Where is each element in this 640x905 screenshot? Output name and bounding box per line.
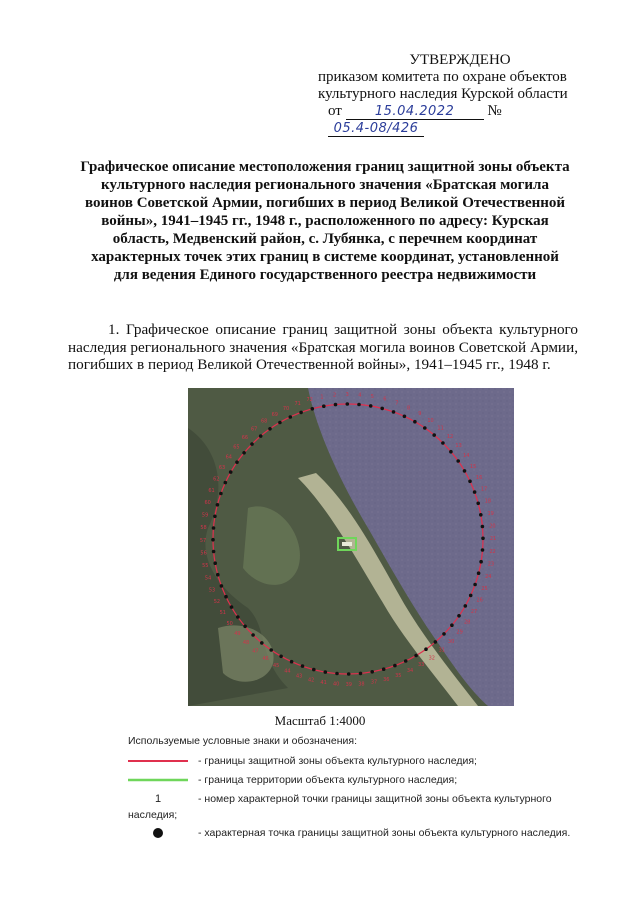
boundary-point	[322, 404, 326, 408]
boundary-point	[464, 604, 468, 608]
legend-text-zone-boundary: - границы защитной зоны объекта культурного наследия;	[198, 755, 477, 767]
point-number-label: 43	[296, 673, 303, 680]
point-number-label: 72	[306, 397, 313, 404]
paragraph-text: 1. Графическое описание границ защитной зоны объекта культурного наследия регионального значения «Братская могила воинов Советской Армии, погибших в период Великой Отечественной войны», 1941–1945 гг., 1948 г.	[68, 321, 578, 373]
point-number-label: 67	[251, 426, 258, 433]
point-number-label: 54	[204, 575, 212, 582]
boundary-point	[268, 427, 272, 431]
point-number-label: 38	[358, 681, 365, 688]
point-number-label: 33	[418, 662, 425, 669]
approval-block	[300, 52, 600, 136]
boundary-point	[213, 561, 217, 565]
boundary-point	[299, 411, 303, 415]
point-number-label: 66	[241, 435, 249, 441]
point-number-label: 22	[489, 548, 496, 555]
point-number-label: 63	[218, 465, 226, 472]
point-number-label: 17	[480, 486, 488, 493]
point-number-label: 44	[284, 668, 291, 675]
boundary-point	[301, 664, 305, 668]
boundary-point	[347, 672, 351, 676]
point-number-label: 49	[234, 630, 241, 637]
boundary-point	[224, 595, 228, 599]
point-number-label: 16	[475, 475, 483, 481]
boundary-point	[476, 502, 480, 506]
boundary-point	[432, 433, 436, 437]
number-symbol: 1	[154, 793, 162, 805]
point-number-label: 61	[208, 488, 215, 495]
boundary-point	[456, 459, 460, 463]
point-number-label: 11	[437, 425, 444, 432]
satellite-map	[188, 388, 514, 706]
approval-number	[328, 121, 424, 137]
boundary-point	[481, 525, 485, 529]
point-number-label: 58	[200, 525, 207, 532]
boundary-point	[473, 583, 477, 587]
boundary-point	[481, 537, 485, 541]
boundary-point	[392, 410, 396, 414]
point-number-label: 69	[271, 411, 278, 418]
point-number-label: 68	[261, 418, 268, 425]
point-number-label: 23	[487, 561, 495, 568]
legend-text-point-number-cont: наследия;	[128, 809, 178, 821]
approval-date	[346, 104, 484, 120]
boundary-point	[324, 670, 328, 674]
boundary-point	[393, 664, 397, 668]
boundary-point	[424, 647, 428, 651]
boundary-point	[449, 450, 453, 454]
point-number-label: 42	[308, 677, 315, 684]
handwritten-date: 15.04.2022	[374, 104, 455, 119]
boundary-point	[290, 660, 294, 664]
boundary-point	[404, 659, 408, 663]
point-number-label: 20	[489, 523, 496, 530]
approved-line-2: культурного наследия Курской области	[318, 86, 568, 102]
point-number-label: 57	[199, 537, 207, 544]
point-number-label: 56	[200, 550, 207, 557]
boundary-point	[211, 538, 215, 542]
point-number-label: 70	[282, 405, 290, 412]
boundary-point	[479, 513, 483, 517]
document-title: Графическое описание местоположения границ защитной зоны объекта культурного наследия регионального значения «Братская могила воинов Советской Армии, погибших в период Великой Отечественной войны», 1941–1945 гг., 1948 г., расположенного по адресу: Курская область, Медвенский район, с. Лубянка, с перечнем координат характерных точек этих границ в системе координат, установленной для ведения Единого государственного реестра недвижимости	[80, 159, 570, 283]
boundary-point	[236, 615, 240, 619]
map-svg	[188, 388, 514, 706]
boundary-point	[219, 492, 223, 496]
point-number-label: 27	[470, 608, 478, 615]
boundary-point	[469, 594, 473, 598]
boundary-point	[369, 404, 373, 408]
boundary-point	[260, 641, 264, 645]
black-dot-icon	[128, 826, 188, 840]
boundary-point	[250, 442, 254, 446]
legend-text-point: - характерная точка границы защитной зоны объекта культурного наследия.	[198, 827, 571, 839]
legend-text-territory-boundary: - граница территории объекта культурного наследия;	[198, 774, 458, 786]
point-number-label: 34	[406, 668, 414, 675]
point-number-label: 55	[202, 563, 209, 569]
boundary-point	[230, 605, 234, 609]
point-number-label: 1	[320, 394, 324, 401]
boundary-point	[479, 560, 483, 564]
point-number-label: 15	[470, 463, 477, 470]
point-number-label: 60	[204, 500, 211, 507]
legend	[128, 734, 588, 845]
boundary-point	[311, 407, 315, 411]
point-number-label: 4	[358, 392, 362, 399]
boundary-point	[442, 632, 446, 636]
handwritten-number: 05.4-08/426	[333, 121, 419, 136]
point-number-label: 30	[447, 639, 455, 645]
boundary-point	[335, 672, 339, 676]
boundary-point	[289, 415, 293, 419]
boundary-point	[380, 407, 384, 411]
boundary-point	[382, 667, 386, 671]
boundary-point	[423, 426, 427, 430]
boundary-point	[457, 614, 461, 618]
point-number-label: 47	[252, 648, 259, 655]
point-number-label: 48	[242, 640, 250, 647]
legend-text-point-number: - номер характерной точки границы защитной зоны объекта культурного	[198, 793, 552, 805]
point-number-label: 25	[481, 585, 488, 592]
legend-item-point	[128, 826, 588, 845]
boundary-point	[473, 490, 477, 494]
boundary-point	[220, 584, 224, 588]
boundary-point	[413, 420, 417, 424]
boundary-point	[212, 550, 216, 554]
point-number-label: 21	[489, 536, 497, 543]
point-number-label: 51	[219, 610, 226, 617]
scale-label: Масштаб 1:4000	[274, 713, 366, 728]
point-number-label: 35	[395, 673, 402, 679]
boundary-point	[346, 402, 350, 406]
point-number-label: 31	[438, 647, 445, 654]
boundary-point	[216, 503, 220, 507]
point-number-label: 39	[345, 682, 352, 688]
point-number-label: 71	[294, 401, 301, 407]
boundary-point	[243, 625, 247, 629]
number-label: №	[487, 103, 502, 119]
point-number-label: 59	[201, 512, 209, 519]
boundary-point	[235, 460, 239, 464]
point-number-label: 36	[383, 676, 390, 683]
point-number-label: 14	[463, 453, 470, 460]
point-number-label: 6	[383, 396, 387, 403]
point-number-label: 9	[418, 411, 422, 417]
from-label: от	[328, 103, 342, 119]
point-number-label: 2	[333, 392, 337, 399]
boundary-point	[269, 648, 273, 652]
approved-line-1: приказом комитета по охране объектов	[318, 69, 567, 85]
boundary-point	[357, 403, 361, 407]
red-line-icon	[128, 754, 188, 768]
boundary-point	[359, 672, 363, 676]
point-number-label: 37	[370, 679, 378, 686]
point-number-label: 62	[213, 476, 220, 483]
legend-heading: Используемые условные знаки и обозначения:	[128, 735, 358, 747]
boundary-point	[414, 654, 418, 658]
monument	[342, 542, 352, 546]
boundary-point	[251, 633, 255, 637]
boundary-point	[403, 415, 407, 419]
point-number-label: 32	[428, 655, 435, 662]
point-number-label: 7	[395, 400, 399, 407]
point-number-label: 64	[225, 454, 232, 461]
point-number-label: 29	[456, 629, 463, 636]
legend-item-zone-boundary	[128, 754, 588, 773]
boundary-point	[242, 451, 246, 455]
point-number-label: 5	[370, 394, 374, 401]
point-number-label: 53	[208, 587, 216, 594]
boundary-point	[334, 403, 338, 407]
boundary-point	[216, 573, 220, 577]
green-line-icon	[128, 773, 188, 787]
point-number-label: 8	[407, 405, 411, 412]
boundary-point	[312, 668, 316, 672]
point-number-label: 19	[487, 511, 494, 517]
boundary-point	[229, 470, 233, 474]
point-number-label: 52	[213, 599, 221, 605]
point-number-label: 10	[427, 417, 434, 424]
boundary-point	[468, 480, 472, 484]
boundary-point	[434, 640, 438, 644]
legend-item-point-number	[128, 792, 588, 822]
point-number-label: 12	[446, 433, 454, 440]
boundary-point	[259, 434, 263, 438]
boundary-point	[441, 441, 445, 445]
boundary-point	[278, 421, 282, 425]
boundary-point	[212, 526, 216, 530]
point-number-label: 3	[345, 392, 349, 398]
boundary-point	[224, 481, 228, 485]
point-number-label: 46	[262, 656, 269, 663]
approval-date-number-line	[300, 103, 600, 136]
boundary-point	[481, 548, 485, 552]
point-number-label: 40	[333, 681, 340, 688]
point-number-label: 26	[476, 597, 483, 604]
point-number-label: 41	[320, 679, 327, 686]
boundary-point	[450, 623, 454, 627]
point-number-label: 65	[233, 444, 240, 451]
point-number-label: 28	[464, 619, 471, 626]
boundary-point	[463, 469, 467, 473]
point-number-label: 18	[484, 498, 492, 505]
point-number-label: 13	[455, 443, 462, 450]
point-number-label: 45	[273, 663, 280, 669]
point-number-label: 50	[226, 620, 233, 627]
legend-item-territory-boundary	[128, 773, 588, 792]
section-paragraph	[68, 321, 578, 374]
boundary-point	[477, 571, 481, 575]
point-number-label: 24	[485, 573, 492, 580]
approved-heading: УТВЕРЖДЕНО	[409, 52, 511, 68]
boundary-point	[279, 655, 283, 659]
boundary-point	[213, 515, 217, 519]
boundary-point	[370, 670, 374, 674]
